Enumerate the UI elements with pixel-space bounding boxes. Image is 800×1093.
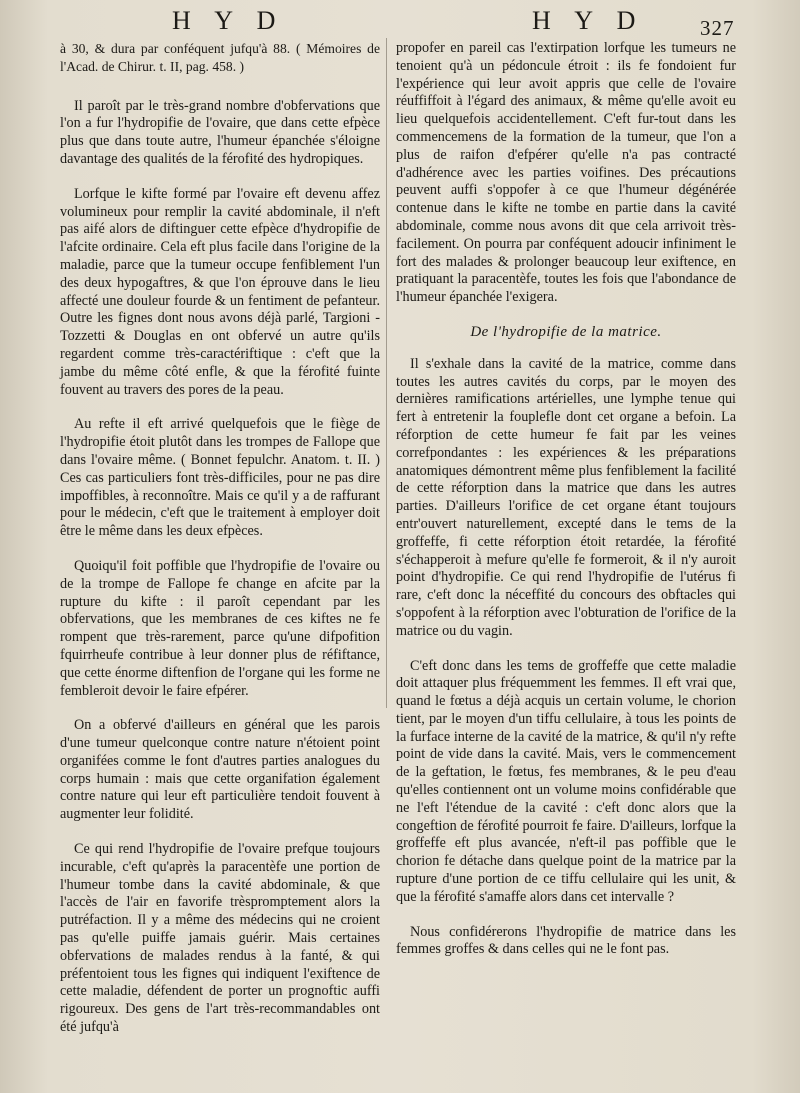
running-head-left: H Y D xyxy=(172,6,285,35)
paragraph: Il paroît par le très-grand nombre d'obfervations que l'on a fur l'hydropifie de l'ovaire, que dans cette efpèce plus que dans toute autre, l'humeur épanchée s'éloigne davantage des qualités de la férofité des hydropiques. xyxy=(60,97,380,167)
paragraph: Quoiqu'il foit poffible que l'hydropifie de l'ovaire ou de la trompe de Fallope fe change en afcite par la rupture du kifte : il paroît cependant par les obfervations, que les membranes de ces kiftes ne fe rompent que très-rarement, parce qu'une difpofition fquirrheufe contribue à leur donner plus de réfiftance, que cette énorme diftenfion de l'organe qui les forme ne fembleroit devoir le faire efpérer. xyxy=(60,557,380,699)
column-divider xyxy=(386,38,387,708)
paragraph: Ce qui rend l'hydropifie de l'ovaire prefque toujours incurable, c'eft qu'après la paracentèfe une portion de l'humeur tombe dans la cavité abdominale, & que l'accès de l'air en favorife trèspromptement alors la putréfaction. Il y a même des médecins qui ne croient pas qu'elle puiffe jamais guérir. Mais certaines obfervations de malades rendus à la fanté, & qui préfentoient tous les fignes qui indiquent l'exiftence de cette maladie, défendent de porter un prognoftic auffi rigoureux. Des gens de l'art très-recommandables ont été jufqu'à xyxy=(60,841,380,1036)
paragraph: Il s'exhale dans la cavité de la matrice, comme dans toutes les autres cavités du corps, par le moyen des dernières ramifications artérielles, une lymphe tenue qui fert à entretenir la fouplefle dont cet organe a befoin. La réforption de cette humeur fe fait par les veines correfpondantes : les expériences & les préparations anatomiques démontrent même plus fenfiblement la facilité de cette réforption dans la matrice que dans les autres parties. D'ailleurs l'orifice de cet organe étant toujours entr'ouvert naturellement, excepté dans le tems de la groffeffe, fi cette réforption étoit retardée, la férofité s'échapperoit à mefure qu'elle fe formeroit, & il n'y auroit point d'hydropifie. Ce qui rend l'hydropifie de l'utérus fi rare, c'eft donc la néceffité du concours des obftacles qui s'oppofent à la réforption avec l'obturation de l'orifice de la matrice ou du vagin. xyxy=(396,355,736,639)
paragraph: Lorfque le kifte formé par l'ovaire eft devenu affez volumineux pour remplir la cavité abdominale, il n'eft pas aifé alors de diftinguer cette efpèce d'hydropifie de l'afcite ordinaire. Cela eft plus facile dans l'origine de la maladie, parce que la tumeur occupe fenfiblement l'un des deux hypogaftres, & que l'on éprouve dans le lieu affecté une douleur fourde & un fentiment de pefanteur. Outre les fignes dont nous avons déjà parlé, Targioni - Tozzetti & Douglas en ont obfervé un autre qu'ils regardent comme très-caractériftique : c'eft que la jambe du même côté enfle, & que la férofité fuinte fouvent au travers des pores de la peau. xyxy=(60,185,380,398)
page-number: 327 xyxy=(700,16,735,40)
running-head xyxy=(0,6,800,38)
paragraph: C'eft donc dans les tems de groffeffe que cette maladie doit attaquer plus fréquemment les femmes. Il eft vrai que, quand le fœtus a déjà acquis un certain volume, le chorion tient, par le moyen d'un tiffu cellulaire, à tous les points de la furface interne de la cavité de la matrice, & qu'il n'y refte point de vide dans la cavité. Mais, vers le commencement de la geftation, le fœtus, fes membranes, & le peu d'eau qu'elles contiennent ont un volume moins confidérable que ne l'eft l'étendue de la cavité : c'eft donc alors que la congeftion de férofité pourroit fe faire. D'ailleurs, lorfque la groffeffe eft plus avancée, n'eft-il pas poffible que le chorion fe détache dans quelque point de la matrice par la rupture d'une portion de ce tiffu cellulaire qui les unit, & que la férofité s'amaffe alors dans cet intervalle ? xyxy=(396,657,736,905)
running-head-right: H Y D xyxy=(532,6,645,35)
paragraph: à 30, & dura par conféquent jufqu'à 88. ( Mémoires de l'Acad. de Chirur. t. II, pag. 458. ) xyxy=(60,41,380,74)
section-heading: De l'hydropifie de la matrice. xyxy=(470,323,662,340)
right-column xyxy=(396,40,736,976)
left-column xyxy=(60,40,380,1054)
paragraph: Nous confidérerons l'hydropifie de matrice dans les femmes groffes & dans celles qui ne le font pas. xyxy=(396,923,736,958)
paragraph: propofer en pareil cas l'extirpation lorfque les tumeurs ne tenoient qu'à un pédoncule étroit : ils fe fondoient fur l'expérience qui leur avoit appris que celle de l'ovaire réuffiffoit à l'égard des animaux, & même qu'elle avoit eu lieu quelquefois accidentellement. C'eft fur-tout dans les commencemens de la formation de la tumeur, que l'on a plus de raifon d'efpérer qu'elle n'a pas contracté d'adhérence avec les parties voifines. Des précautions peuvent auffi s'oppofer à ce que l'humeur dégénérée contenue dans le kifte ne tombe en partie dans la cavité abdominale, comme nous avons dit que cela arrivoit très-facilement. On pourra par conféquent adoucir infiniment le fort des malades & prolonger beaucoup leur exiftence, en pratiquant la paracentèfe, toutes les fois que l'abondance de l'humeur épanchée l'exigera. xyxy=(396,40,736,306)
paragraph: On a obfervé d'ailleurs en général que les parois d'une tumeur quelconque contre nature n'étoient point organifées comme le font d'autres parties analogues du corps humain : mais que cette organifation également contre nature qui leur eft particulière tendoit fouvent à augmenter leur folidité. xyxy=(60,717,380,823)
paragraph: Au refte il eft arrivé quelquefois que le fiège de l'hydropifie étoit plutôt dans les trompes de Fallope que dans l'ovaire même. ( Bonnet fepulchr. Anatom. t. II. ) Ces cas particuliers font très-difficiles, pour ne pas dire impoffibles, à reconnoître. Mais ce qu'il y a de raffurant pour le médecin, c'eft que le traitement à employer doit être le même dans les deux efpèces. xyxy=(60,416,380,540)
